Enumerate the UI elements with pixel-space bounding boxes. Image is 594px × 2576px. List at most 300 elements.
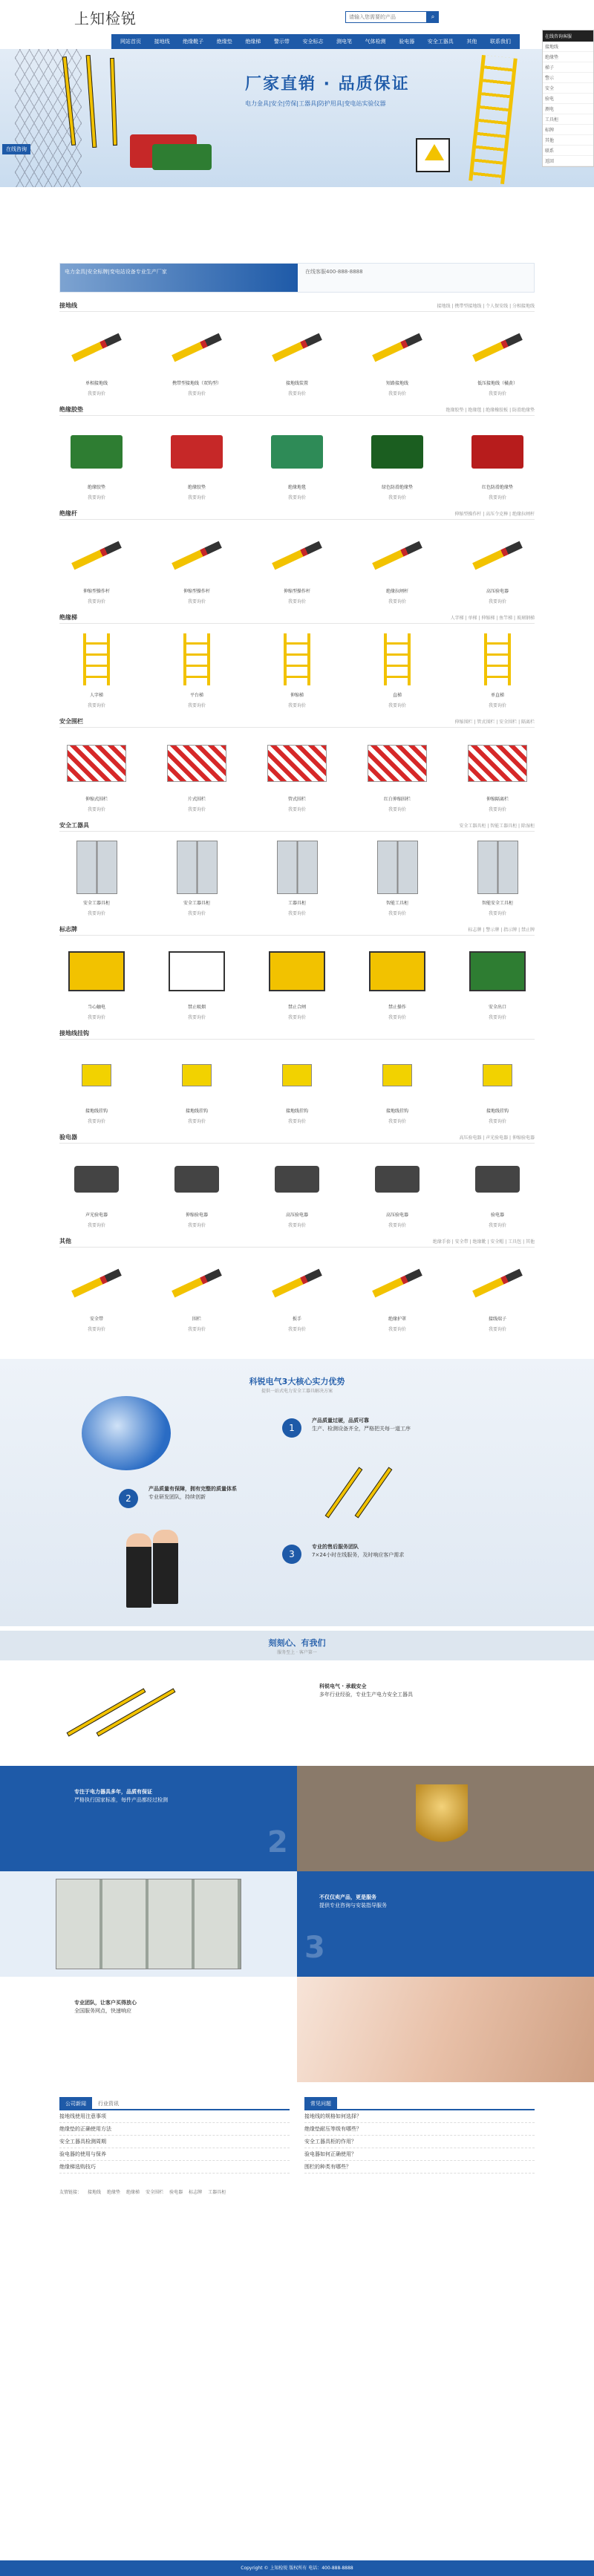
inquiry-link[interactable]: 我要询价	[187, 1327, 206, 1332]
product-name[interactable]: 声光验电器	[85, 1213, 108, 1218]
news-item[interactable]: 验电器的使用与保养	[59, 2148, 290, 2161]
inquiry-link[interactable]: 我要询价	[388, 911, 406, 916]
section-title[interactable]: 绝缘胶垫	[59, 406, 83, 413]
search-icon[interactable]: ⌕	[427, 11, 439, 23]
panel-item[interactable]: 返回	[543, 156, 593, 166]
faq-item[interactable]: 绝缘垫耐压等级有哪些？	[304, 2123, 535, 2136]
product-card[interactable]	[59, 630, 134, 708]
product-image[interactable]	[160, 318, 234, 377]
panel-item[interactable]: 绝缘垫	[543, 52, 593, 62]
product-picture	[182, 1064, 212, 1086]
product-name[interactable]: 安全出口	[488, 1005, 506, 1010]
product-card[interactable]	[460, 734, 535, 812]
product-card[interactable]	[460, 526, 535, 604]
product-name[interactable]: 禁止操作	[388, 1005, 406, 1010]
product-card[interactable]	[160, 1253, 234, 1332]
inquiry-link[interactable]: 我要询价	[488, 807, 506, 812]
product-name[interactable]: 绝缘胶垫	[187, 485, 206, 490]
product-name[interactable]: 单直梯	[490, 693, 504, 698]
product-image[interactable]	[59, 318, 134, 377]
product-image[interactable]	[460, 1150, 535, 1209]
friend-link[interactable]: 工器具柜	[208, 2190, 226, 2195]
insulating-mat-image	[152, 144, 212, 170]
product-image[interactable]	[59, 630, 134, 689]
online-service-badge[interactable]: 在线咨询	[2, 144, 30, 154]
friend-link[interactable]: 安全围栏	[146, 2190, 164, 2195]
product-card[interactable]	[360, 630, 434, 708]
product-card[interactable]	[460, 1253, 535, 1332]
product-image[interactable]	[160, 942, 234, 1001]
product-name[interactable]: 安全带	[89, 1317, 103, 1322]
product-name[interactable]: 接地线装置	[285, 381, 308, 386]
product-card[interactable]	[59, 942, 134, 1020]
floating-service-panel	[542, 30, 594, 167]
product-image[interactable]	[460, 734, 535, 793]
friend-link[interactable]: 接地线	[88, 2190, 102, 2195]
nav-item[interactable]: 警示带	[273, 39, 290, 45]
product-name[interactable]: 智能安全工具柜	[481, 901, 513, 906]
section-title[interactable]: 绝缘梯	[59, 614, 77, 621]
section-tags[interactable]: 安全工器具柜 | 智能工器具柜 | 除湿柜	[459, 824, 535, 829]
inquiry-link[interactable]: 我要询价	[287, 703, 306, 708]
product-grid	[59, 1046, 535, 1124]
product-card[interactable]	[59, 422, 134, 500]
product-card[interactable]	[260, 942, 334, 1020]
inquiry-link[interactable]: 我要询价	[388, 703, 406, 708]
product-name[interactable]: 智能工具柜	[385, 901, 408, 906]
nav-item[interactable]: 安全标志	[302, 39, 324, 45]
panel-item[interactable]: 其他	[543, 135, 593, 146]
inquiry-link[interactable]: 我要询价	[488, 1119, 506, 1124]
product-image[interactable]	[59, 1046, 134, 1105]
product-name[interactable]: 单相接地线	[85, 381, 108, 386]
panel-item[interactable]: 工具柜	[543, 114, 593, 125]
inquiry-link[interactable]: 我要询价	[388, 1327, 406, 1332]
product-name[interactable]: 接线端子	[488, 1317, 506, 1322]
inquiry-link[interactable]: 我要询价	[87, 391, 105, 397]
product-name[interactable]: 接地线挂钩	[486, 1109, 509, 1114]
inquiry-link[interactable]: 我要询价	[388, 807, 406, 812]
news-item[interactable]: 绝缘梯选购技巧	[59, 2161, 290, 2174]
product-name[interactable]: 平台梯	[189, 693, 203, 698]
product-image[interactable]	[260, 526, 334, 585]
product-name[interactable]: 携带型接地线（双钩型）	[172, 381, 221, 386]
inquiry-link[interactable]: 我要询价	[388, 1223, 406, 1228]
product-picture	[71, 1269, 122, 1298]
friend-links	[59, 2188, 535, 2195]
product-name[interactable]: 高压验电器	[285, 1213, 308, 1218]
faq-item[interactable]: 接地线的规格如何选择？	[304, 2110, 535, 2123]
section-title[interactable]: 接地线挂钩	[59, 1030, 89, 1037]
step-row	[0, 1977, 594, 2082]
product-name[interactable]: 围栏	[192, 1317, 201, 1322]
product-name[interactable]: 低压接地线（橘黄）	[477, 381, 518, 386]
product-name[interactable]: 接地线挂钩	[85, 1109, 108, 1114]
advantages-title: 科锐电气3大核心实力优势	[249, 1377, 345, 1386]
product-card[interactable]	[59, 526, 134, 604]
product-card[interactable]	[360, 942, 434, 1020]
product-card[interactable]	[160, 1046, 234, 1124]
inquiry-link[interactable]: 我要询价	[287, 1327, 306, 1332]
product-image[interactable]	[160, 422, 234, 481]
product-image[interactable]	[460, 318, 535, 377]
product-name[interactable]: 安全工器具柜	[183, 901, 210, 906]
product-name[interactable]: 伸缩验电器	[185, 1213, 208, 1218]
friend-link[interactable]: 验电器	[169, 2190, 183, 2195]
inquiry-link[interactable]: 我要询价	[187, 703, 206, 708]
product-name[interactable]: 高压验电器	[385, 1213, 408, 1218]
faq-item[interactable]: 围栏的种类有哪些？	[304, 2161, 535, 2174]
news-tabs	[59, 2097, 290, 2110]
product-card[interactable]	[260, 734, 334, 812]
product-card[interactable]	[160, 318, 234, 397]
inquiry-link[interactable]: 我要询价	[488, 391, 506, 397]
inquiry-link[interactable]: 我要询价	[87, 495, 105, 500]
step-image	[297, 1766, 594, 1871]
inquiry-link[interactable]: 我要询价	[488, 703, 506, 708]
inquiry-link[interactable]: 我要询价	[87, 807, 105, 812]
section-title[interactable]: 接地线	[59, 302, 77, 309]
product-picture	[382, 1064, 412, 1086]
product-card[interactable]	[460, 942, 535, 1020]
product-card[interactable]	[360, 1253, 434, 1332]
product-image[interactable]	[460, 1253, 535, 1313]
product-name[interactable]: 禁止吸烟	[187, 1005, 206, 1010]
nav-item[interactable]: 其他	[466, 39, 477, 45]
panel-item[interactable]: 接地线	[543, 42, 593, 52]
product-image[interactable]	[59, 1253, 134, 1313]
inquiry-link[interactable]: 我要询价	[287, 807, 306, 812]
step-row	[0, 1660, 594, 1766]
top-bar	[0, 0, 594, 34]
product-image[interactable]	[160, 734, 234, 793]
product-name[interactable]: 接地线挂钩	[285, 1109, 308, 1114]
product-name[interactable]: 绝缘护罩	[388, 1317, 406, 1322]
product-image[interactable]	[59, 1150, 134, 1209]
inquiry-link[interactable]: 我要询价	[388, 495, 406, 500]
product-image[interactable]	[260, 422, 334, 481]
product-picture	[475, 1166, 520, 1193]
product-card[interactable]	[360, 422, 434, 500]
product-card[interactable]	[160, 526, 234, 604]
section-title[interactable]: 安全围栏	[59, 718, 83, 725]
nav-item[interactable]: 联系我们	[489, 39, 511, 45]
product-name[interactable]: 绝缘胶垫	[87, 485, 105, 490]
product-image[interactable]	[460, 422, 535, 481]
product-card[interactable]	[59, 1046, 134, 1124]
product-name[interactable]: 管式围栏	[287, 797, 306, 802]
inquiry-link[interactable]: 我要询价	[488, 1327, 506, 1332]
section-tags[interactable]: 伸缩型操作杆 | 高压令克棒 | 绝缘拉闸杆	[454, 512, 535, 517]
product-name[interactable]: 红白伸缩围栏	[383, 797, 411, 802]
product-name[interactable]: 伸缩型操作杆	[283, 589, 310, 594]
product-image[interactable]	[460, 838, 535, 897]
product-name[interactable]: 工器具柜	[287, 901, 306, 906]
product-image[interactable]	[360, 526, 434, 585]
product-card[interactable]	[260, 1046, 334, 1124]
product-name[interactable]: 伸缩型操作杆	[183, 589, 210, 594]
inquiry-link[interactable]: 我要询价	[187, 911, 206, 916]
inquiry-link[interactable]: 我要询价	[87, 1119, 105, 1124]
advantages-section	[0, 1359, 594, 1626]
product-image[interactable]	[160, 838, 234, 897]
product-card[interactable]	[160, 942, 234, 1020]
section-tags[interactable]: 绝缘手套 | 安全带 | 绝缘靴 | 安全帽 | 工具包 | 其他	[432, 1239, 535, 1245]
friend-link[interactable]: 绝缘梯	[126, 2190, 140, 2195]
product-card[interactable]	[460, 422, 535, 500]
product-card[interactable]	[260, 838, 334, 916]
tab-faq[interactable]: 常见问题	[304, 2097, 337, 2109]
product-card[interactable]	[360, 526, 434, 604]
advantage-point	[148, 1485, 297, 1501]
news-item[interactable]: 绝缘垫的正确使用方法	[59, 2123, 290, 2136]
inquiry-link[interactable]: 我要询价	[187, 495, 206, 500]
news-banner-right[interactable]: 在线客服400-888-8888	[305, 269, 363, 275]
product-image[interactable]	[260, 942, 334, 1001]
product-image[interactable]	[260, 838, 334, 897]
section-tags[interactable]: 高压验电器 | 声光验电器 | 伸缩验电器	[459, 1135, 535, 1141]
inquiry-link[interactable]: 我要询价	[488, 599, 506, 604]
product-name[interactable]: 伸缩式围栏	[85, 797, 108, 802]
product-name[interactable]: 高压验电器	[486, 589, 509, 594]
search-input[interactable]	[345, 11, 427, 23]
product-image[interactable]	[360, 422, 434, 481]
section-tags[interactable]: 标志牌 | 警示牌 | 指示牌 | 禁止牌	[468, 927, 535, 933]
product-card[interactable]	[59, 1150, 134, 1228]
inquiry-link[interactable]: 我要询价	[187, 599, 206, 604]
product-image[interactable]	[59, 422, 134, 481]
main-nav	[111, 34, 520, 49]
panel-item[interactable]: 测电	[543, 104, 593, 114]
product-name[interactable]: 片式围栏	[187, 797, 206, 802]
product-image[interactable]	[59, 942, 134, 1001]
section-title[interactable]: 验电器	[59, 1134, 77, 1141]
product-card[interactable]	[260, 318, 334, 397]
product-card[interactable]	[260, 1253, 334, 1332]
nav-item[interactable]: 安全工器具	[427, 39, 454, 45]
ladder-image	[469, 55, 518, 184]
nav-item[interactable]: 气体检测	[365, 39, 386, 45]
product-card[interactable]	[260, 1150, 334, 1228]
product-image[interactable]	[59, 838, 134, 897]
inquiry-link[interactable]: 我要询价	[488, 1015, 506, 1020]
nav-item[interactable]: 接地线	[154, 39, 170, 45]
panel-item[interactable]: 安全	[543, 83, 593, 94]
product-card[interactable]	[260, 526, 334, 604]
product-card[interactable]	[360, 838, 434, 916]
product-card[interactable]	[460, 1150, 535, 1228]
step-number: 3	[304, 1931, 325, 1965]
product-name[interactable]: 验电器	[490, 1213, 504, 1218]
inquiry-link[interactable]: 我要询价	[287, 1015, 306, 1020]
product-image[interactable]	[260, 1150, 334, 1209]
product-card[interactable]	[59, 734, 134, 812]
product-card[interactable]	[360, 1150, 434, 1228]
product-card[interactable]	[160, 734, 234, 812]
product-name[interactable]: 当心触电	[87, 1005, 105, 1010]
product-name[interactable]: 人字梯	[89, 693, 103, 698]
inquiry-link[interactable]: 我要询价	[87, 703, 105, 708]
product-image[interactable]	[460, 630, 535, 689]
product-picture	[472, 541, 523, 570]
nav-item[interactable]: 测电笔	[336, 39, 353, 45]
section-title[interactable]: 安全工器具	[59, 822, 89, 829]
news-item[interactable]: 安全工器具检测周期	[59, 2136, 290, 2148]
panel-item[interactable]: 验电	[543, 94, 593, 104]
inquiry-link[interactable]: 我要询价	[287, 1119, 306, 1124]
section-tags[interactable]: 人字梯 | 单梯 | 伸缩梯 | 鱼竿梯 | 玻璃钢梯	[450, 616, 535, 621]
logo[interactable]: 上知检锐	[74, 9, 137, 27]
product-image[interactable]	[160, 1253, 234, 1313]
product-picture	[76, 841, 117, 894]
friend-link[interactable]: 标志牌	[189, 2190, 203, 2195]
product-card[interactable]	[160, 422, 234, 500]
section-title[interactable]: 绝缘杆	[59, 510, 77, 517]
product-image[interactable]	[260, 1253, 334, 1313]
product-card[interactable]	[59, 1253, 134, 1332]
product-card[interactable]	[460, 1046, 535, 1124]
number-badge: 1	[282, 1418, 301, 1438]
inquiry-link[interactable]: 我要询价	[187, 391, 206, 397]
inquiry-link[interactable]: 我要询价	[488, 911, 506, 916]
product-name[interactable]: 伸缩梯	[290, 693, 304, 698]
product-image[interactable]	[360, 318, 434, 377]
product-name[interactable]: 短路接地线	[385, 381, 408, 386]
product-image[interactable]	[360, 838, 434, 897]
product-card[interactable]	[360, 734, 434, 812]
section-title[interactable]: 标志牌	[59, 926, 77, 933]
inquiry-link[interactable]: 我要询价	[287, 911, 306, 916]
product-name[interactable]: 伸缩型操作杆	[82, 589, 110, 594]
nav-item[interactable]: 绝缘垫	[216, 39, 232, 45]
inquiry-link[interactable]: 我要询价	[287, 599, 306, 604]
product-card[interactable]	[160, 838, 234, 916]
product-image[interactable]	[160, 630, 234, 689]
product-image[interactable]	[360, 1046, 434, 1105]
product-image[interactable]	[160, 1046, 234, 1105]
tab-company-news[interactable]: 公司新闻	[59, 2097, 92, 2109]
nav-item[interactable]: 绝缘靴子	[183, 39, 204, 45]
product-name[interactable]: 红色防滑绝缘垫	[481, 485, 513, 490]
product-card[interactable]	[360, 1046, 434, 1124]
product-image[interactable]	[460, 526, 535, 585]
product-image[interactable]	[360, 630, 434, 689]
product-image[interactable]	[360, 734, 434, 793]
product-grid	[59, 526, 535, 604]
product-name[interactable]: 安全工器具柜	[82, 901, 110, 906]
product-name[interactable]: 接地线挂钩	[385, 1109, 408, 1114]
inquiry-link[interactable]: 我要询价	[388, 1119, 406, 1124]
product-image[interactable]	[260, 734, 334, 793]
panel-item[interactable]: 警示	[543, 73, 593, 83]
inquiry-link[interactable]: 我要询价	[87, 1327, 105, 1332]
product-image[interactable]	[360, 1253, 434, 1313]
inquiry-link[interactable]: 我要询价	[87, 599, 105, 604]
product-image[interactable]	[360, 942, 434, 1001]
product-name[interactable]: 直梯	[392, 693, 402, 698]
faq-item[interactable]: 安全工器具柜的作用？	[304, 2136, 535, 2148]
panel-item[interactable]: 梯子	[543, 62, 593, 73]
product-image[interactable]	[160, 1150, 234, 1209]
product-name[interactable]: 绿色防滑绝缘垫	[381, 485, 413, 490]
nav-item[interactable]: 验电器	[399, 39, 415, 45]
inquiry-link[interactable]: 我要询价	[488, 1223, 506, 1228]
product-image[interactable]	[59, 526, 134, 585]
inquiry-link[interactable]: 我要询价	[287, 495, 306, 500]
inquiry-link[interactable]: 我要询价	[87, 1015, 105, 1020]
inquiry-link[interactable]: 我要询价	[187, 1223, 206, 1228]
product-image[interactable]	[160, 526, 234, 585]
product-card[interactable]	[460, 838, 535, 916]
section-tags[interactable]: 接地线 | 携带型接地线 | 个人保安线 | 分相接地线	[437, 304, 535, 309]
section-tags[interactable]: 绝缘胶垫 | 绝缘毯 | 绝缘橡胶板 | 防滑绝缘垫	[446, 408, 535, 413]
grounding-rod-image	[86, 55, 97, 148]
inquiry-link[interactable]: 我要询价	[187, 1119, 206, 1124]
inquiry-link[interactable]: 我要询价	[488, 495, 506, 500]
step-desc: 全国服务网点，快速响应	[74, 2008, 131, 2015]
product-card[interactable]	[59, 318, 134, 397]
product-image[interactable]	[260, 630, 334, 689]
product-name[interactable]: 绝缘拉闸杆	[385, 589, 408, 594]
product-image[interactable]	[460, 942, 535, 1001]
inquiry-link[interactable]: 我要询价	[187, 1015, 206, 1020]
product-image[interactable]	[260, 1046, 334, 1105]
news-banner-left[interactable]: 电力金具|安全标牌|变电站设备专业生产厂家	[60, 264, 298, 292]
product-name[interactable]: 禁止合闸	[287, 1005, 306, 1010]
panel-item[interactable]: 联系	[543, 146, 593, 156]
product-picture	[375, 1166, 420, 1193]
inquiry-link[interactable]: 我要询价	[388, 391, 406, 397]
inquiry-link[interactable]: 我要询价	[287, 1223, 306, 1228]
faq-item[interactable]: 验电器如何正确使用？	[304, 2148, 535, 2161]
section-tags[interactable]: 伸缩围栏 | 管式围栏 | 安全围栏 | 隔离栏	[454, 720, 535, 725]
product-card[interactable]	[360, 318, 434, 397]
inquiry-link[interactable]: 我要询价	[87, 1223, 105, 1228]
product-card[interactable]	[260, 630, 334, 708]
product-card[interactable]	[260, 422, 334, 500]
product-image[interactable]	[360, 1150, 434, 1209]
tab-industry-news[interactable]: 行业资讯	[92, 2097, 125, 2109]
news-item[interactable]: 接地线使用注意事项	[59, 2110, 290, 2123]
inquiry-link[interactable]: 我要询价	[87, 911, 105, 916]
product-name[interactable]: 扳手	[292, 1317, 301, 1322]
product-card[interactable]	[460, 318, 535, 397]
product-card[interactable]	[460, 630, 535, 708]
inquiry-link[interactable]: 我要询价	[388, 599, 406, 604]
product-image[interactable]	[59, 734, 134, 793]
product-card[interactable]	[59, 838, 134, 916]
step-content	[74, 1788, 245, 1804]
product-image[interactable]	[260, 318, 334, 377]
panel-item[interactable]: 标牌	[543, 125, 593, 135]
product-card[interactable]	[160, 630, 234, 708]
inquiry-link[interactable]: 我要询价	[187, 807, 206, 812]
product-section	[59, 1132, 535, 1228]
product-image[interactable]	[460, 1046, 535, 1105]
friend-link[interactable]: 绝缘垫	[107, 2190, 121, 2195]
product-name[interactable]: 绝缘地毯	[287, 485, 306, 490]
inquiry-link[interactable]: 我要询价	[287, 391, 306, 397]
product-picture	[282, 1064, 312, 1086]
inquiry-link[interactable]: 我要询价	[388, 1015, 406, 1020]
product-picture	[172, 541, 222, 570]
nav-item[interactable]: 绝缘梯	[245, 39, 261, 45]
nav-item[interactable]: 网站首页	[120, 39, 141, 45]
section-title[interactable]: 其他	[59, 1238, 71, 1245]
product-name[interactable]: 伸缩隔离栏	[486, 797, 509, 802]
product-name[interactable]: 接地线挂钩	[185, 1109, 208, 1114]
product-card[interactable]	[160, 1150, 234, 1228]
